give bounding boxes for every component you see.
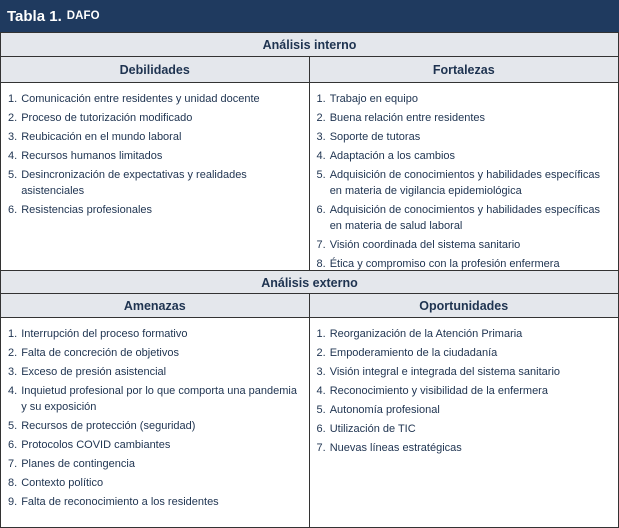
item-text: Soporte de tutoras — [329, 131, 421, 143]
item-number: 2. — [8, 347, 18, 359]
item-number: 1. — [316, 93, 326, 105]
item-number: 2. — [316, 112, 326, 124]
item-text: Autonomía profesional — [329, 404, 440, 416]
item-number: 1. — [316, 328, 326, 340]
list-item — [317, 91, 611, 107]
item-number: 9. — [8, 496, 18, 508]
item-text: Protocolos COVID cambiantes — [21, 439, 171, 451]
oportunidades-list — [317, 326, 611, 456]
item-number: 2. — [8, 112, 18, 124]
item-number: 5. — [8, 420, 18, 432]
item-number: 5. — [316, 169, 326, 181]
list-item — [8, 383, 301, 415]
list-item — [317, 345, 611, 361]
item-text: Adquisición de conocimientos y habilidades específicas en materia de salud laboral — [329, 204, 600, 232]
list-item — [317, 129, 611, 145]
item-number: 4. — [316, 385, 326, 397]
item-number: 8. — [8, 477, 18, 489]
list-item — [317, 237, 611, 253]
item-text: Adaptación a los cambios — [329, 150, 456, 162]
list-item — [8, 456, 301, 472]
list-item — [8, 494, 301, 510]
item-text: Trabajo en equipo — [329, 93, 418, 105]
list-item — [317, 326, 611, 342]
item-number: 5. — [8, 169, 18, 181]
item-text: Visión coordinada del sistema sanitario — [329, 239, 521, 251]
item-number: 6. — [8, 439, 18, 451]
debilidades-column — [1, 57, 310, 270]
fortalezas-heading: Fortalezas — [310, 57, 619, 83]
item-number: 3. — [8, 131, 18, 143]
item-text: Recursos humanos limitados — [21, 150, 163, 162]
amenazas-column — [1, 294, 310, 528]
list-item — [8, 364, 301, 380]
external-grid — [0, 294, 619, 528]
table-title-bar — [0, 0, 619, 32]
list-item — [8, 418, 301, 434]
list-item — [317, 148, 611, 164]
list-item — [317, 202, 611, 234]
item-number: 7. — [8, 458, 18, 470]
item-text: Desincronización de expectativas y realidades asistenciales — [21, 169, 247, 197]
amenazas-list — [8, 326, 301, 510]
item-number: 2. — [316, 347, 326, 359]
item-number: 3. — [316, 131, 326, 143]
item-text: Reconocimiento y visibilidad de la enfermera — [329, 385, 548, 397]
list-item — [317, 110, 611, 126]
list-item — [317, 383, 611, 399]
amenazas-heading: Amenazas — [1, 294, 309, 318]
oportunidades-column — [310, 294, 619, 528]
table-label: Tabla 1. — [7, 7, 62, 25]
item-text: Exceso de presión asistencial — [21, 366, 167, 378]
internal-analysis-heading: Análisis interno — [0, 32, 619, 57]
list-item — [8, 91, 301, 107]
item-text: Proceso de tutorización modificado — [21, 112, 193, 124]
item-text: Empoderamiento de la ciudadanía — [329, 347, 498, 359]
item-text: Falta de concreción de objetivos — [21, 347, 179, 359]
item-number: 7. — [316, 442, 326, 454]
list-item — [8, 437, 301, 453]
item-text: Nuevas líneas estratégicas — [329, 442, 462, 454]
item-text: Visión integral e integrada del sistema sanitario — [329, 366, 561, 378]
item-text: Inquietud profesional por lo que comporta una pandemia y su exposición — [21, 385, 297, 413]
list-item — [8, 129, 301, 145]
item-number: 4. — [8, 150, 18, 162]
item-text: Contexto político — [21, 477, 104, 489]
item-text: Falta de reconocimiento a los residentes — [21, 496, 219, 508]
list-item — [8, 326, 301, 342]
fortalezas-column — [310, 57, 619, 270]
list-item — [317, 364, 611, 380]
item-text: Resistencias profesionales — [21, 204, 153, 216]
debilidades-heading: Debilidades — [1, 57, 309, 83]
item-number: 1. — [8, 93, 18, 105]
list-item — [8, 167, 301, 199]
item-text: Utilización de TIC — [329, 423, 416, 435]
fortalezas-list — [317, 91, 611, 272]
debilidades-list — [8, 91, 301, 218]
item-number: 4. — [8, 385, 18, 397]
external-analysis-heading: Análisis externo — [0, 270, 619, 294]
item-text: Comunicación entre residentes y unidad docente — [21, 93, 260, 105]
list-item — [317, 256, 611, 272]
list-item — [8, 475, 301, 491]
item-text: Interrupción del proceso formativo — [21, 328, 188, 340]
list-item — [317, 440, 611, 456]
item-number: 3. — [316, 366, 326, 378]
internal-grid — [0, 57, 619, 270]
list-item — [8, 345, 301, 361]
item-number: 4. — [316, 150, 326, 162]
list-item — [317, 402, 611, 418]
item-number: 3. — [8, 366, 18, 378]
item-number: 1. — [8, 328, 18, 340]
item-number: 7. — [316, 239, 326, 251]
table-name: DAFO — [66, 10, 100, 22]
item-text: Reubicación en el mundo laboral — [21, 131, 182, 143]
item-text: Buena relación entre residentes — [329, 112, 486, 124]
list-item — [8, 202, 301, 218]
list-item — [317, 167, 611, 199]
item-number: 8. — [316, 258, 326, 270]
item-number: 6. — [316, 423, 326, 435]
list-item — [8, 110, 301, 126]
item-text: Reorganización de la Atención Primaria — [329, 328, 523, 340]
list-item — [317, 421, 611, 437]
oportunidades-heading: Oportunidades — [310, 294, 619, 318]
item-text: Ética y compromiso con la profesión enfermera — [329, 258, 560, 270]
item-text: Adquisición de conocimientos y habilidades específicas en materia de vigilancia epidemiológica — [329, 169, 600, 197]
item-text: Planes de contingencia — [21, 458, 135, 470]
item-number: 6. — [316, 204, 326, 216]
item-text: Recursos de protección (seguridad) — [21, 420, 196, 432]
list-item — [8, 148, 301, 164]
item-number: 6. — [8, 204, 18, 216]
item-number: 5. — [316, 404, 326, 416]
